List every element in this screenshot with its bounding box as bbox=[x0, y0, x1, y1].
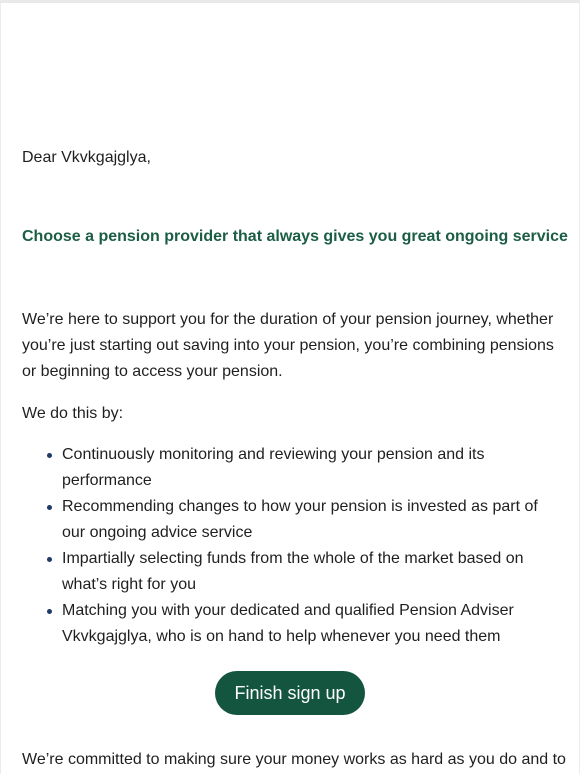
list-item bbox=[22, 546, 562, 598]
bullet-icon bbox=[47, 557, 52, 562]
list-item bbox=[22, 494, 562, 546]
cta-container bbox=[1, 671, 579, 715]
list-item-text: Recommending changes to how your pension is invested as part of our ongoing advice service bbox=[62, 498, 538, 541]
list-item-text: Matching you with your dedicated and qualified Pension Adviser Vkvkgajglya, who is on hand to help whenever you need them bbox=[62, 602, 514, 645]
headline: Choose a pension provider that always gives you great ongoing service bbox=[22, 228, 568, 245]
greeting: Dear Vkvkgajglya, bbox=[22, 149, 151, 166]
bullet-icon bbox=[47, 609, 52, 614]
bullet-icon bbox=[47, 505, 52, 510]
closing-paragraph: We’re committed to making sure your money works as hard as you do and to bbox=[22, 751, 566, 768]
intro-paragraph: We’re here to support you for the duration of your pension journey, whether you’re just starting out saving into your pension, you’re combining pensions or beginning to access your pension. bbox=[22, 311, 554, 380]
list-item-text: Impartially selecting funds from the whole of the market based on what’s right for you bbox=[62, 550, 524, 593]
list-item-text: Continuously monitoring and reviewing your pension and its performance bbox=[62, 446, 485, 489]
bullet-icon bbox=[47, 453, 52, 458]
benefits-list bbox=[22, 442, 562, 650]
finish-sign-up-button[interactable]: Finish sign up bbox=[215, 671, 364, 715]
we-do-label: We do this by: bbox=[22, 405, 124, 422]
list-item bbox=[22, 442, 562, 494]
list-item bbox=[22, 598, 562, 650]
email-body bbox=[1, 3, 579, 774]
